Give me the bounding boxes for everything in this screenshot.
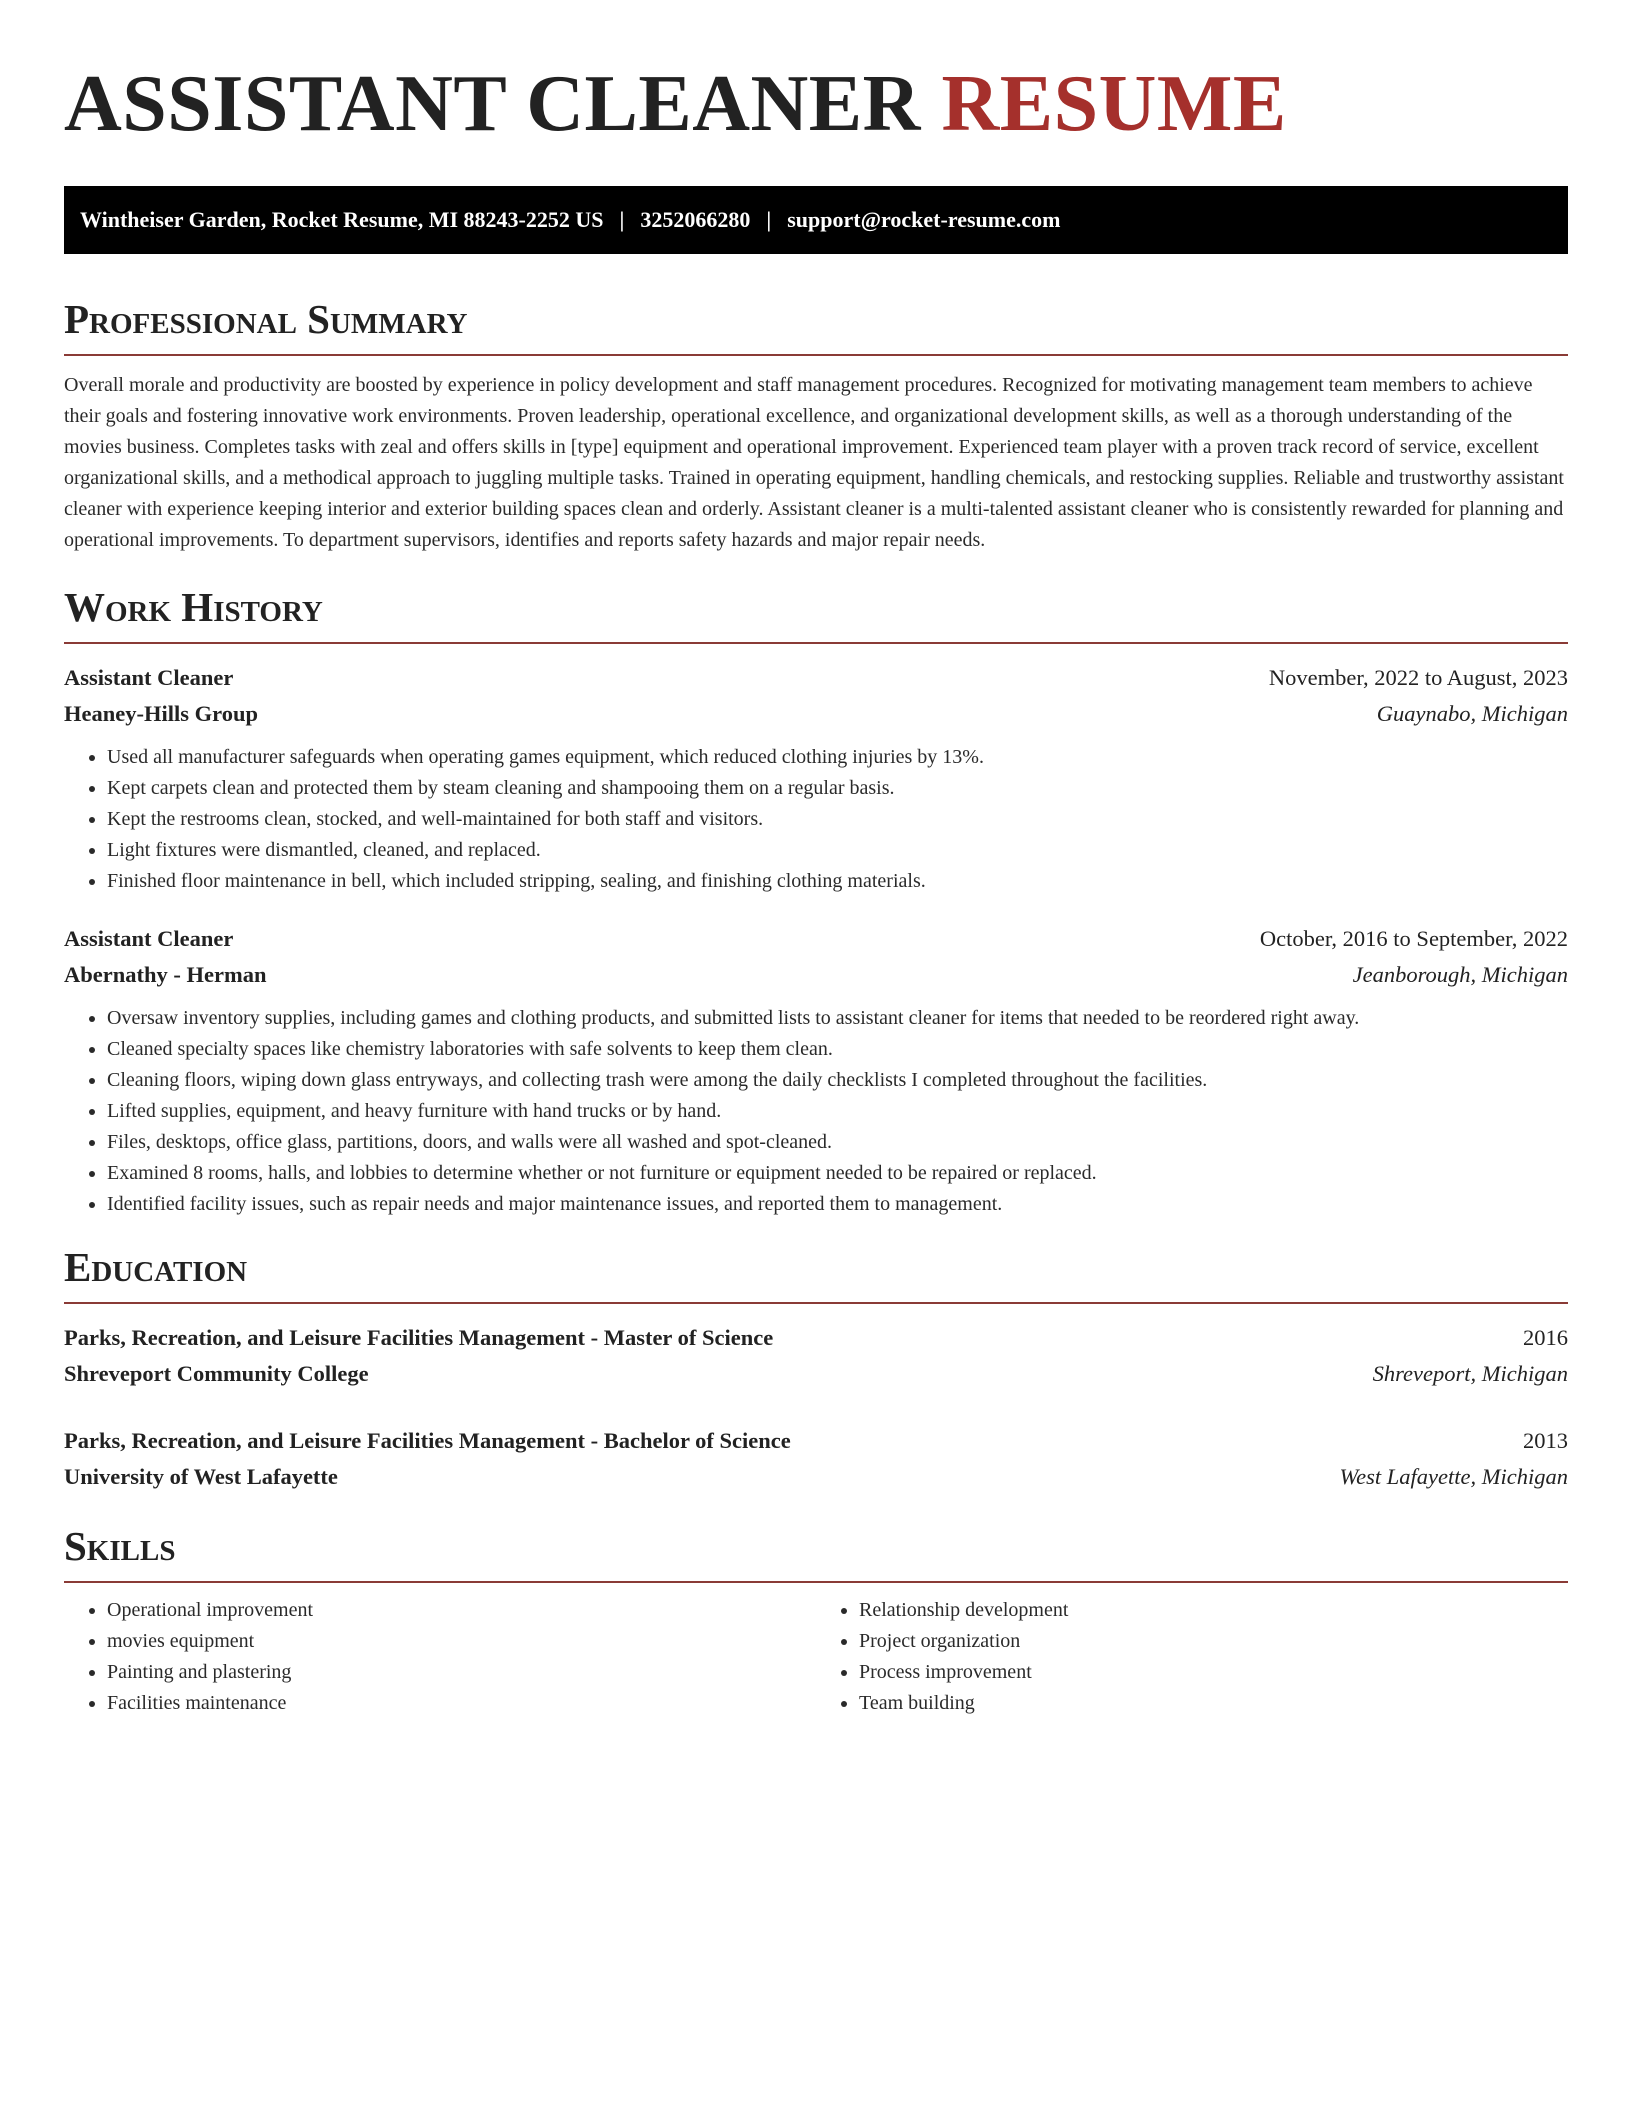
job-title: Assistant Cleaner bbox=[64, 665, 234, 690]
skill-item: • movies equipment bbox=[107, 1626, 816, 1657]
skill-item: • Project organization bbox=[859, 1626, 1568, 1657]
job-duty: • Cleaned specialty spaces like chemistry laboratories with safe solvents to keep them clean. bbox=[107, 1034, 1568, 1065]
skill-item: • Relationship development bbox=[859, 1595, 1568, 1626]
job-duty: • Files, desktops, office glass, partitions, doors, and walls were all washed and spot-cleaned. bbox=[107, 1127, 1568, 1158]
skill-item: • Painting and plastering bbox=[107, 1657, 816, 1688]
skills-heading: Skills bbox=[64, 1523, 176, 1569]
resume-title bbox=[64, 56, 1568, 152]
job-entry bbox=[64, 921, 1568, 1220]
work-history-section bbox=[64, 582, 1568, 1220]
job-location: Jeanborough, Michigan bbox=[1352, 962, 1568, 987]
job-dates: November, 2022 to August, 2023 bbox=[1268, 665, 1568, 690]
education-degree: Parks, Recreation, and Leisure Facilities Management - Master of Science bbox=[64, 1325, 774, 1350]
contact-bar bbox=[64, 186, 1568, 254]
summary-heading: Professional Summary bbox=[64, 296, 468, 342]
education-year: 2016 bbox=[1523, 1325, 1568, 1350]
skills-list-left bbox=[64, 1595, 816, 1719]
skills-section bbox=[64, 1521, 1568, 1719]
contact-separator: | bbox=[619, 207, 625, 232]
job-duties-list bbox=[64, 742, 1568, 897]
section-divider bbox=[64, 642, 1568, 644]
job-dates: October, 2016 to September, 2022 bbox=[1259, 926, 1568, 951]
job-company: Abernathy - Herman bbox=[64, 962, 267, 987]
education-heading: Education bbox=[64, 1244, 248, 1290]
job-company: Heaney-Hills Group bbox=[64, 701, 258, 726]
section-divider bbox=[64, 1581, 1568, 1583]
job-location: Guaynabo, Michigan bbox=[1376, 701, 1568, 726]
job-duty: • Identified facility issues, such as repair needs and major maintenance issues, and reported them to management. bbox=[107, 1189, 1568, 1220]
skill-item: • Team building bbox=[859, 1688, 1568, 1719]
education-degree: Parks, Recreation, and Leisure Facilities Management - Bachelor of Science bbox=[64, 1428, 791, 1453]
education-entry bbox=[64, 1320, 1568, 1392]
skills-columns bbox=[64, 1595, 1568, 1719]
education-section bbox=[64, 1242, 1568, 1495]
summary-section bbox=[64, 294, 1568, 556]
job-duty: • Kept the restrooms clean, stocked, and well-maintained for both staff and visitors. bbox=[107, 804, 1568, 835]
skill-item: • Process improvement bbox=[859, 1657, 1568, 1688]
job-title: Assistant Cleaner bbox=[64, 926, 234, 951]
job-duty: • Cleaning floors, wiping down glass entryways, and collecting trash were among the daily checklists I completed throughout the facilities. bbox=[107, 1065, 1568, 1096]
skill-item: • Facilities maintenance bbox=[107, 1688, 816, 1719]
job-duty: • Light fixtures were dismantled, cleaned, and replaced. bbox=[107, 835, 1568, 866]
contact-phone: 3252066280 bbox=[640, 207, 751, 232]
job-duties-list bbox=[64, 1003, 1568, 1220]
summary-text: Overall morale and productivity are boosted by experience in policy development and staff management procedures. Recognized for motivating management team members to achieve their goals and fostering innovative work environments. Proven leadership, operational excellence, and organizational development skills, as well as a thorough understanding of the movies business. Completes tasks with zeal and offers skills in [type] equipment and operational improvement. Experienced team player with a proven track record of service, excellent organizational skills, and a methodical approach to juggling multiple tasks. Trained in operating equipment, handling chemicals, and restocking supplies. Reliable and trustworthy assistant cleaner with experience keeping interior and exterior building spaces clean and orderly. Assistant cleaner is a multi-talented assistant cleaner who is consistently rewarded for planning and operational improvements. To department supervisors, identifies and reports safety hazards and major repair needs. bbox=[64, 374, 1564, 551]
section-divider bbox=[64, 1302, 1568, 1304]
work-history-heading: Work History bbox=[64, 584, 323, 630]
education-school: Shreveport Community College bbox=[64, 1361, 369, 1386]
job-duty: • Kept carpets clean and protected them by steam cleaning and shampooing them on a regular basis. bbox=[107, 773, 1568, 804]
education-school: University of West Lafayette bbox=[64, 1464, 338, 1489]
section-divider bbox=[64, 354, 1568, 356]
education-entry bbox=[64, 1423, 1568, 1495]
job-duty: • Used all manufacturer safeguards when operating games equipment, which reduced clothing injuries by 13%. bbox=[107, 742, 1568, 773]
title-resume: RESUME bbox=[941, 60, 1287, 148]
job-duty: • Finished floor maintenance in bell, which included stripping, sealing, and finishing clothing materials. bbox=[107, 866, 1568, 897]
job-duty: • Oversaw inventory supplies, including games and clothing products, and submitted lists to assistant cleaner for items that needed to be reordered right away. bbox=[107, 1003, 1568, 1034]
skills-list-right bbox=[816, 1595, 1568, 1719]
job-duty: • Examined 8 rooms, halls, and lobbies to determine whether or not furniture or equipment needed to be repaired or replaced. bbox=[107, 1158, 1568, 1189]
education-year: 2013 bbox=[1523, 1428, 1568, 1453]
education-location: West Lafayette, Michigan bbox=[1339, 1464, 1568, 1489]
title-job: ASSISTANT CLEANER bbox=[64, 60, 921, 148]
contact-address: Wintheiser Garden, Rocket Resume, MI 88243-2252 US bbox=[80, 207, 604, 232]
skill-item: • Operational improvement bbox=[107, 1595, 816, 1626]
contact-separator: | bbox=[766, 207, 772, 232]
job-entry bbox=[64, 660, 1568, 897]
job-duty: • Lifted supplies, equipment, and heavy furniture with hand trucks or by hand. bbox=[107, 1096, 1568, 1127]
education-location: Shreveport, Michigan bbox=[1372, 1361, 1568, 1386]
contact-email: support@rocket-resume.com bbox=[787, 207, 1061, 232]
